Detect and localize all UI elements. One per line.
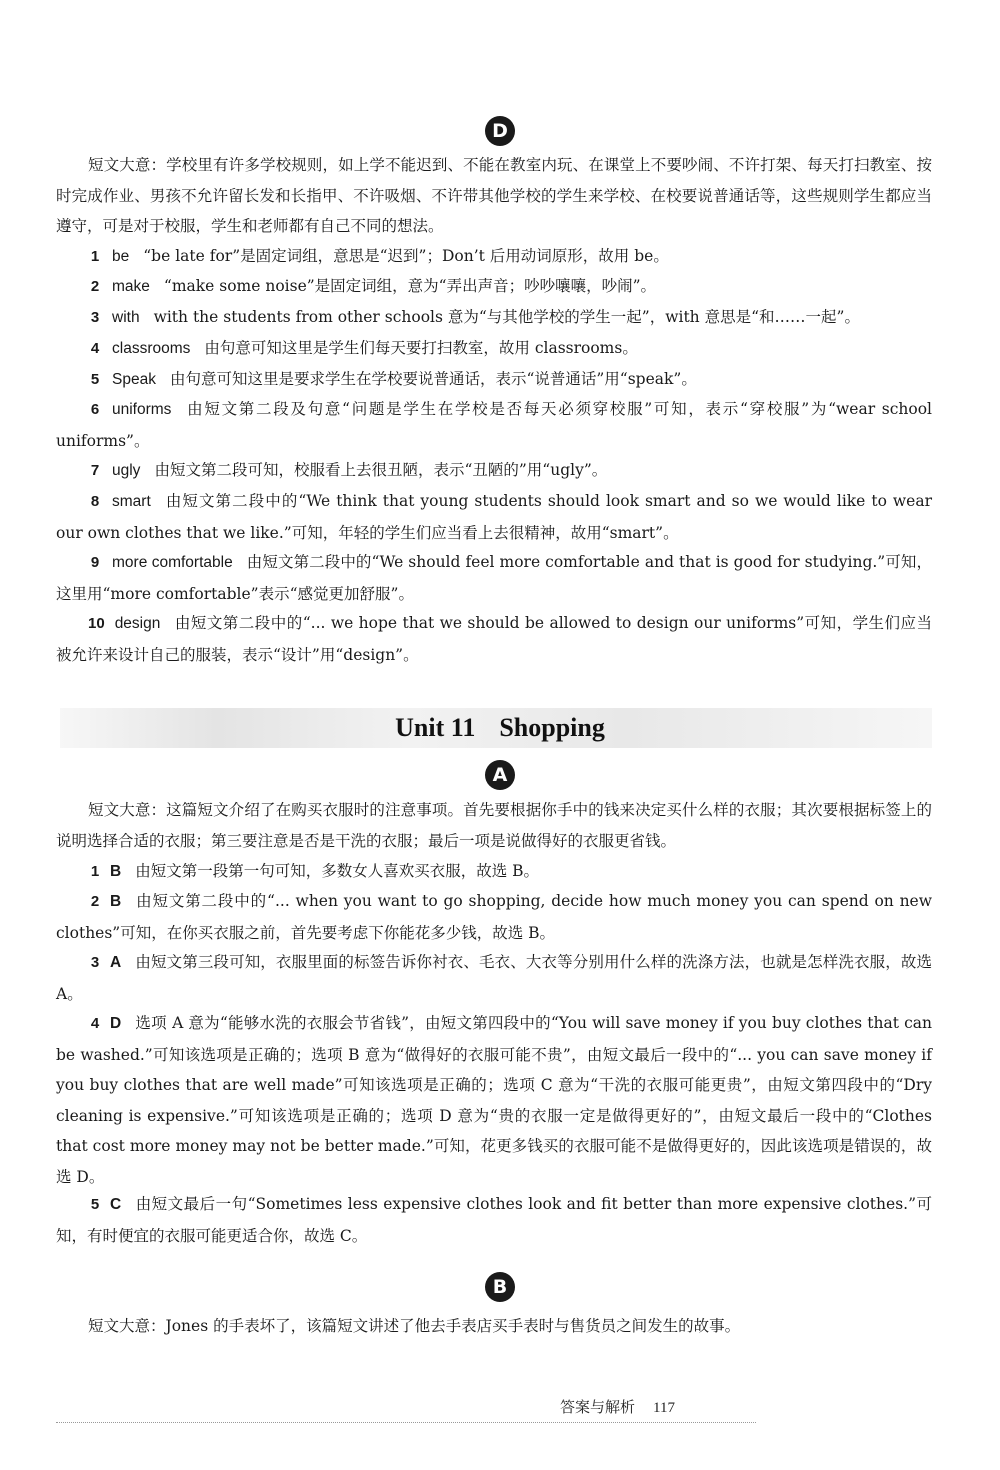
question-number: 1	[90, 248, 100, 265]
answer-item	[56, 1189, 932, 1251]
question-number: 3	[90, 954, 100, 971]
unit-number: Unit 11	[395, 713, 476, 742]
question-number: 5	[90, 371, 100, 388]
answer-item	[56, 364, 932, 396]
explanation: 由短文最后一句“Sometimes less expensive clothes look and fit better than more expensive clothes.”可知，有时便宜的衣服可能更适合你，故选 C。	[56, 1195, 932, 1245]
answer-word: be	[112, 248, 130, 265]
answer-letter: B	[110, 893, 122, 910]
question-number: 2	[90, 278, 100, 295]
explanation: with the students from other schools 意为“与其他学校的学生一起”，with 意思是“和……一起”。	[153, 308, 860, 326]
section-d-summary: 短文大意：学校里有许多学校规则，如上学不能迟到、不能在教室内玩、在课堂上不要吵闹、不许打架、每天打扫教室、按时完成作业、男孩不允许留长发和长指甲、不许吸烟、不许带其他学校的学生来学校、在校要说普通话等，这些规则学生都应当遵守，可是对于校服，学生和老师都有自己不同的想法。	[56, 156, 932, 235]
explanation: 由句意可知这里是要求学生在学校要说普通话，表示“说普通话”用“speak”。	[169, 370, 697, 388]
question-number: 1	[90, 863, 100, 880]
answer-item	[56, 271, 932, 303]
explanation: 由短文第二段中的“... we hope that we should be allowed to design our uniforms”可知，学生们应当被允许来设计自己的服装，表示“设计”用“design”。	[56, 614, 932, 664]
answer-item	[56, 947, 932, 1009]
question-number: 7	[90, 462, 100, 479]
question-number: 6	[90, 401, 100, 418]
section-a-summary: 短文大意：这篇短文介绍了在购买衣服时的注意事项。首先要根据你手中的钱来决定买什么样的衣服；其次要根据标签上的说明选择合适的衣服；第三要注意是否是干洗的衣服；最后一项是说做得好的衣服更省钱。	[56, 801, 932, 850]
answer-item	[56, 856, 932, 888]
question-number: 4	[90, 1015, 100, 1032]
explanation: 由短文第三段可知，衣服里面的标签告诉你衬衣、毛衣、大衣等分别用什么样的洗涤方法，也就是怎样洗衣服，故选 A。	[56, 953, 932, 1003]
answer-word: uniforms	[112, 401, 172, 418]
answer-item	[56, 547, 932, 609]
explanation: 由句意可知这里是学生们每天要打扫教室，故用 classrooms。	[204, 339, 638, 357]
unit-name: Shopping	[499, 713, 605, 742]
footer-divider	[56, 1422, 756, 1423]
question-number: 2	[90, 893, 100, 910]
section-a-badge: A	[485, 760, 515, 790]
explanation: 选项 A 意为“能够水洗的衣服会节省钱”，由短文第四段中的“You will save money if you buy clothes that can be washed.”可知该选项是正确的；选项 B 意为“做得好的衣服可能不贵”，由短文最后一段中的“... you can save money if you buy clothes that are well made”可知该选项是正确的；选项 C 意为“干洗的衣服可能更贵”，由短文第四段中的“Dry cleaning is expensive.”可知该选项是正确的；选项 D 意为“贵的衣服一定是做得更好的”，由短文最后一段中的“Clothes that cost more money may not be better made.”可知，花更多钱买的衣服可能不是做得更好的，因此该选项是错误的，故选 D。	[56, 1014, 932, 1186]
answer-word: smart	[112, 493, 151, 510]
answer-word: more comfortable	[112, 554, 233, 571]
answer-item	[56, 486, 932, 548]
answer-item	[56, 394, 932, 456]
question-number: 10	[88, 615, 105, 632]
explanation: 由短文第二段中的“We should feel more comfortable and that is good for studying.”可知，这里用“more comfortable”表示“感觉更加舒服”。	[56, 553, 933, 603]
explanation: 由短文第二段中的“... when you want to go shopping, decide how much money you can spend on new clothes”可知，在你买衣服之前，首先要考虑下你能花多少钱，故选 B。	[56, 892, 932, 942]
answer-item	[56, 241, 932, 273]
answer-item	[56, 455, 932, 487]
section-b-summary: 短文大意：Jones 的手表坏了，该篇短文讲述了他去手表店买手表时与售货员之间发生的故事。	[88, 1317, 741, 1335]
answer-word: ugly	[112, 462, 141, 479]
section-d-badge: D	[485, 116, 515, 146]
answer-letter: C	[110, 1196, 122, 1213]
answer-item	[56, 302, 932, 334]
explanation: 由短文第二段及句意“问题是学生在学校是否每天必须穿校服”可知，表示“穿校服”为“wear school uniforms”。	[56, 400, 932, 450]
answer-item	[56, 1008, 932, 1192]
answer-word: Speak	[112, 371, 156, 388]
section-b-badge: B	[485, 1272, 515, 1302]
page-number: 117	[653, 1400, 675, 1416]
answer-word: classrooms	[112, 340, 191, 357]
question-number: 9	[90, 554, 100, 571]
answer-item	[56, 608, 932, 670]
answer-item	[56, 886, 932, 948]
footer-label: 答案与解析	[560, 1398, 636, 1416]
answer-letter: A	[110, 954, 122, 971]
answer-word: make	[112, 278, 150, 295]
question-number: 5	[90, 1196, 100, 1213]
question-number: 4	[90, 340, 100, 357]
answer-word: design	[114, 615, 161, 632]
answer-item	[56, 333, 932, 365]
explanation: 由短文第二段中的“We think that young students should look smart and so we would like to wear our own clothes that we like.”可知，年轻的学生们应当看上去很精神，故用“smart”。	[56, 492, 932, 542]
answer-letter: B	[110, 863, 122, 880]
question-number: 3	[90, 309, 100, 326]
explanation: 由短文第一段第一句可知，多数女人喜欢买衣服，故选 B。	[135, 862, 540, 880]
page-footer	[560, 1396, 675, 1417]
answer-letter: D	[110, 1015, 122, 1032]
answer-word: with	[112, 309, 140, 326]
unit-title	[0, 708, 1000, 748]
explanation: “make some noise”是固定词组，意为“弄出声音；吵吵嚷嚷，吵闹”。	[163, 277, 657, 295]
explanation: 由短文第二段可知，校服看上去很丑陋，表示“丑陋的”用“ugly”。	[154, 461, 608, 479]
explanation: “be late for”是固定词组，意思是“迟到”；Don’t 后用动词原形，故用 be。	[143, 247, 669, 265]
question-number: 8	[90, 493, 100, 510]
